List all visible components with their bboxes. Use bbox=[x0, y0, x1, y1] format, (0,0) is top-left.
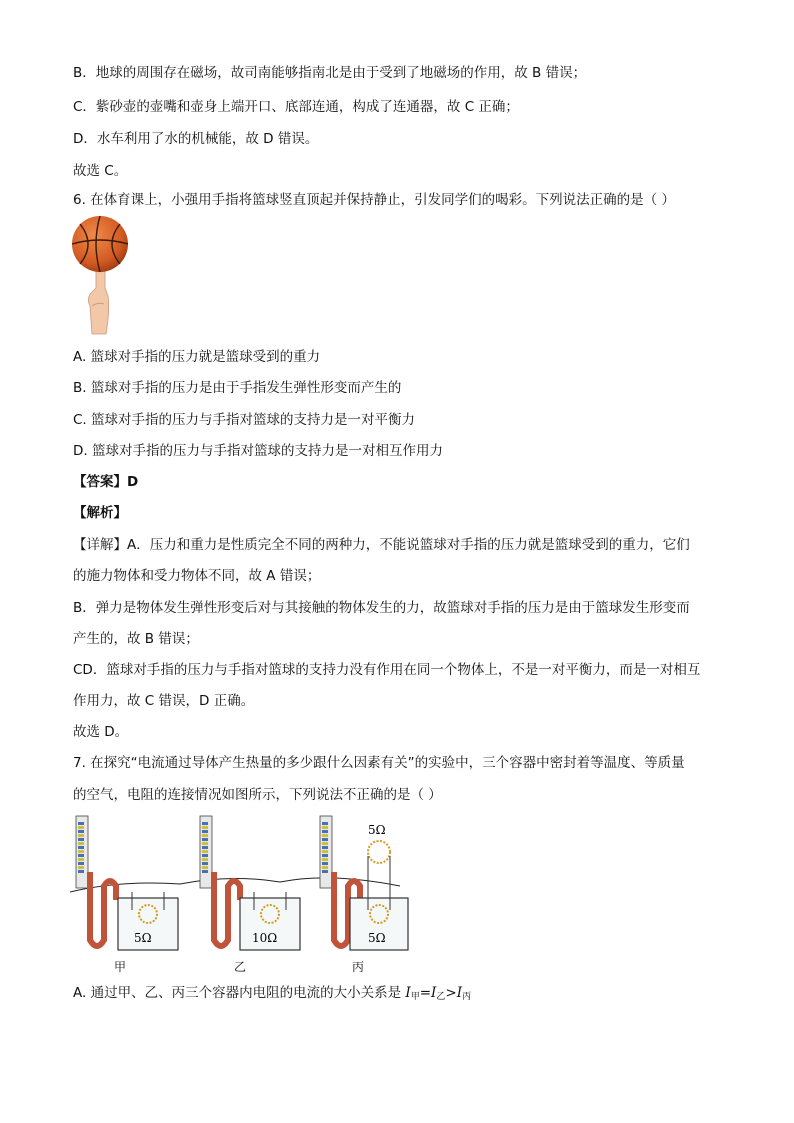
resistor-label: 10Ω bbox=[252, 931, 278, 945]
analysis-heading: 【解析】 bbox=[73, 505, 127, 521]
current-symbol: I bbox=[431, 985, 437, 1001]
answer: 【答案】D bbox=[73, 474, 139, 490]
text-line: B．地球的周围存在磁场，故司南能够指南北是由于受到了地磁场的作用，故 B 错误； bbox=[73, 65, 587, 81]
explanation-line: 产生的，故 B 错误； bbox=[73, 631, 199, 647]
resistor-label: 5Ω bbox=[368, 931, 386, 945]
question-6: 6. 在体育课上，小强用手指将篮球竖直顶起并保持静止，引发同学们的喝彩。下列说法正确的是（ ） bbox=[73, 192, 675, 208]
explanation-line: 【详解】A．压力和重力是性质完全不同的两种力，不能说篮球对手指的压力就是篮球受到的重力，它们 bbox=[73, 537, 690, 553]
explanation-line: CD．篮球对手指的压力与手指对篮球的支持力没有作用在同一个物体上，不是一对平衡力，而是一对相互 bbox=[73, 662, 701, 678]
text-line: D．水车利用了水的机械能，故 D 错误。 bbox=[73, 131, 319, 147]
explanation-line: B．弹力是物体发生弹性形变后对与其接触的物体发生的力，故篮球对手指的压力是由于篮球发生形变而 bbox=[73, 600, 690, 616]
question-7: 7. 在探究“电流通过导体产生热量的多少跟什么因素有关”的实验中，三个容器中密封着等温度、等质量 bbox=[73, 755, 685, 771]
apparatus-yi bbox=[200, 816, 300, 950]
option-text: A. 通过甲、乙、丙三个容器内电阻的电流的大小关系是 bbox=[73, 985, 406, 1001]
equals-sign: = bbox=[419, 985, 432, 1001]
resistor-label: 5Ω bbox=[134, 931, 152, 945]
basketball-finger-image bbox=[70, 214, 130, 340]
label-yi: 乙 bbox=[234, 960, 247, 974]
option-d: D. 篮球对手指的压力与手指对篮球的支持力是一对相互作用力 bbox=[73, 443, 443, 459]
greater-sign: > bbox=[445, 985, 457, 1001]
explanation-line: 故选 D。 bbox=[73, 724, 129, 740]
question-7-option-a bbox=[73, 983, 471, 1007]
extra-resistor-label: 5Ω bbox=[368, 823, 386, 837]
heat-experiment-diagram bbox=[70, 812, 420, 977]
subscript-jia: 甲 bbox=[410, 992, 420, 1002]
label-bing: 丙 bbox=[352, 960, 365, 974]
option-a: A. 篮球对手指的压力就是篮球受到的重力 bbox=[73, 349, 321, 365]
text-line: 故选 C。 bbox=[73, 163, 128, 179]
option-b: B. 篮球对手指的压力是由于手指发生弹性形变而产生的 bbox=[73, 380, 402, 396]
question-7-cont: 的空气，电阻的连接情况如图所示，下列说法不正确的是（ ） bbox=[73, 787, 442, 803]
current-symbol: I bbox=[456, 985, 463, 1001]
option-c: C. 篮球对手指的压力与手指对篮球的支持力是一对平衡力 bbox=[73, 412, 416, 428]
label-jia: 甲 bbox=[114, 960, 127, 974]
text-line: C．紫砂壶的壶嘴和壶身上端开口、底部连通，构成了连通器，故 C 正确； bbox=[73, 99, 519, 115]
current-symbol: I bbox=[405, 985, 411, 1001]
explanation-line: 的施力物体和受力物体不同，故 A 错误； bbox=[73, 568, 321, 584]
subscript-bing: 丙 bbox=[462, 992, 472, 1002]
subscript-yi: 乙 bbox=[436, 992, 446, 1002]
explanation-line: 作用力，故 C 错误，D 正确。 bbox=[73, 693, 255, 709]
apparatus-bing bbox=[320, 816, 408, 950]
